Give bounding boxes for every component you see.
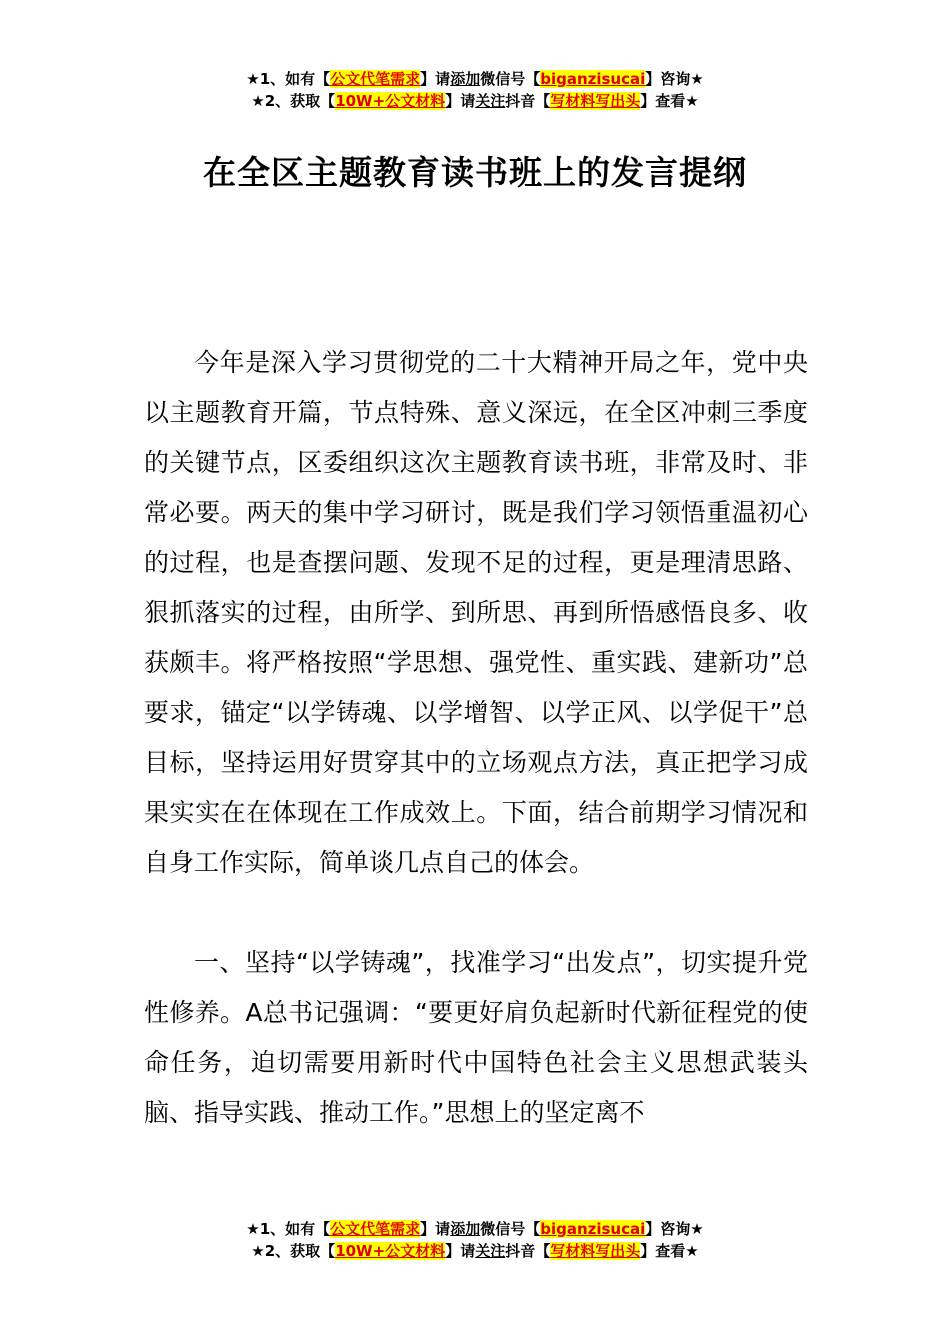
banner-text: 】请 xyxy=(420,70,451,88)
header-banner xyxy=(0,68,950,112)
banner-text: ★2、获取【 xyxy=(251,1242,336,1260)
banner-text: 】查看★ xyxy=(640,92,699,110)
highlight-service: 公文代笔需求 xyxy=(330,70,421,88)
banner-underlined-text: 关注 xyxy=(475,92,506,110)
banner-line-1 xyxy=(0,1218,950,1240)
banner-text: ★1、如有【 xyxy=(246,1220,331,1238)
highlight-materials: 10W+公文材料 xyxy=(335,1242,446,1260)
banner-text: 抖音【 xyxy=(505,92,551,110)
banner-underlined-text: 添加 xyxy=(450,1220,481,1238)
banner-text: 抖音【 xyxy=(505,1242,551,1260)
banner-text: ★2、获取【 xyxy=(251,92,336,110)
banner-text: 】咨询★ xyxy=(645,1220,704,1238)
highlight-wechat-id: biganzisucai xyxy=(540,70,646,88)
banner-underlined-text: 关注 xyxy=(475,1242,506,1260)
highlight-service: 公文代笔需求 xyxy=(330,1220,421,1238)
banner-line-2 xyxy=(0,90,950,112)
banner-line-1 xyxy=(0,68,950,90)
banner-text: 】请 xyxy=(445,1242,476,1260)
banner-text: 】请 xyxy=(420,1220,451,1238)
highlight-douyin-account: 写材料写出头 xyxy=(550,92,641,110)
document-body xyxy=(144,338,808,1138)
banner-text: 微信号【 xyxy=(480,70,541,88)
banner-line-2 xyxy=(0,1240,950,1262)
banner-text: 】咨询★ xyxy=(645,70,704,88)
banner-text: 】请 xyxy=(445,92,476,110)
document-title: 在全区主题教育读书班上的发言提纲 xyxy=(203,153,747,192)
paragraph-section-1: 一、坚持“以学铸魂”，找准学习“出发点”，切实提升党性修养。A总书记强调：“要更好肩负起新时代新征程党的使命任务，迫切需要用新时代中国特色社会主义思想武装头脑、指导实践、推动工作。”思想上的坚定离不 xyxy=(144,948,808,1127)
banner-text: 微信号【 xyxy=(480,1220,541,1238)
banner-text: ★1、如有【 xyxy=(246,70,331,88)
paragraph-intro: 今年是深入学习贯彻党的二十大精神开局之年，党中央以主题教育开篇，节点特殊、意义深远，在全区冲刺三季度的关键节点，区委组织这次主题教育读书班，非常及时、非常必要。两天的集中学习研讨，既是我们学习领悟重温初心的过程，也是查摆问题、发现不足的过程，更是理清思路、狠抓落实的过程，由所学、到所思、再到所悟感悟良多、收获颇丰。将严格按照“学思想、强党性、重实践、建新功”总要求，锚定“以学铸魂、以学增智、以学正风、以学促干”总目标，坚持运用好贯穿其中的立场观点方法，真正把学习成果实实在在体现在工作成效上。下面，结合前期学习情况和自身工作实际，简单谈几点自己的体会。 xyxy=(144,348,808,877)
footer-banner xyxy=(0,1218,950,1262)
banner-text: 】查看★ xyxy=(640,1242,699,1260)
highlight-douyin-account: 写材料写出头 xyxy=(550,1242,641,1260)
banner-underlined-text: 添加 xyxy=(450,70,481,88)
highlight-materials: 10W+公文材料 xyxy=(335,92,446,110)
highlight-wechat-id: biganzisucai xyxy=(540,1220,646,1238)
